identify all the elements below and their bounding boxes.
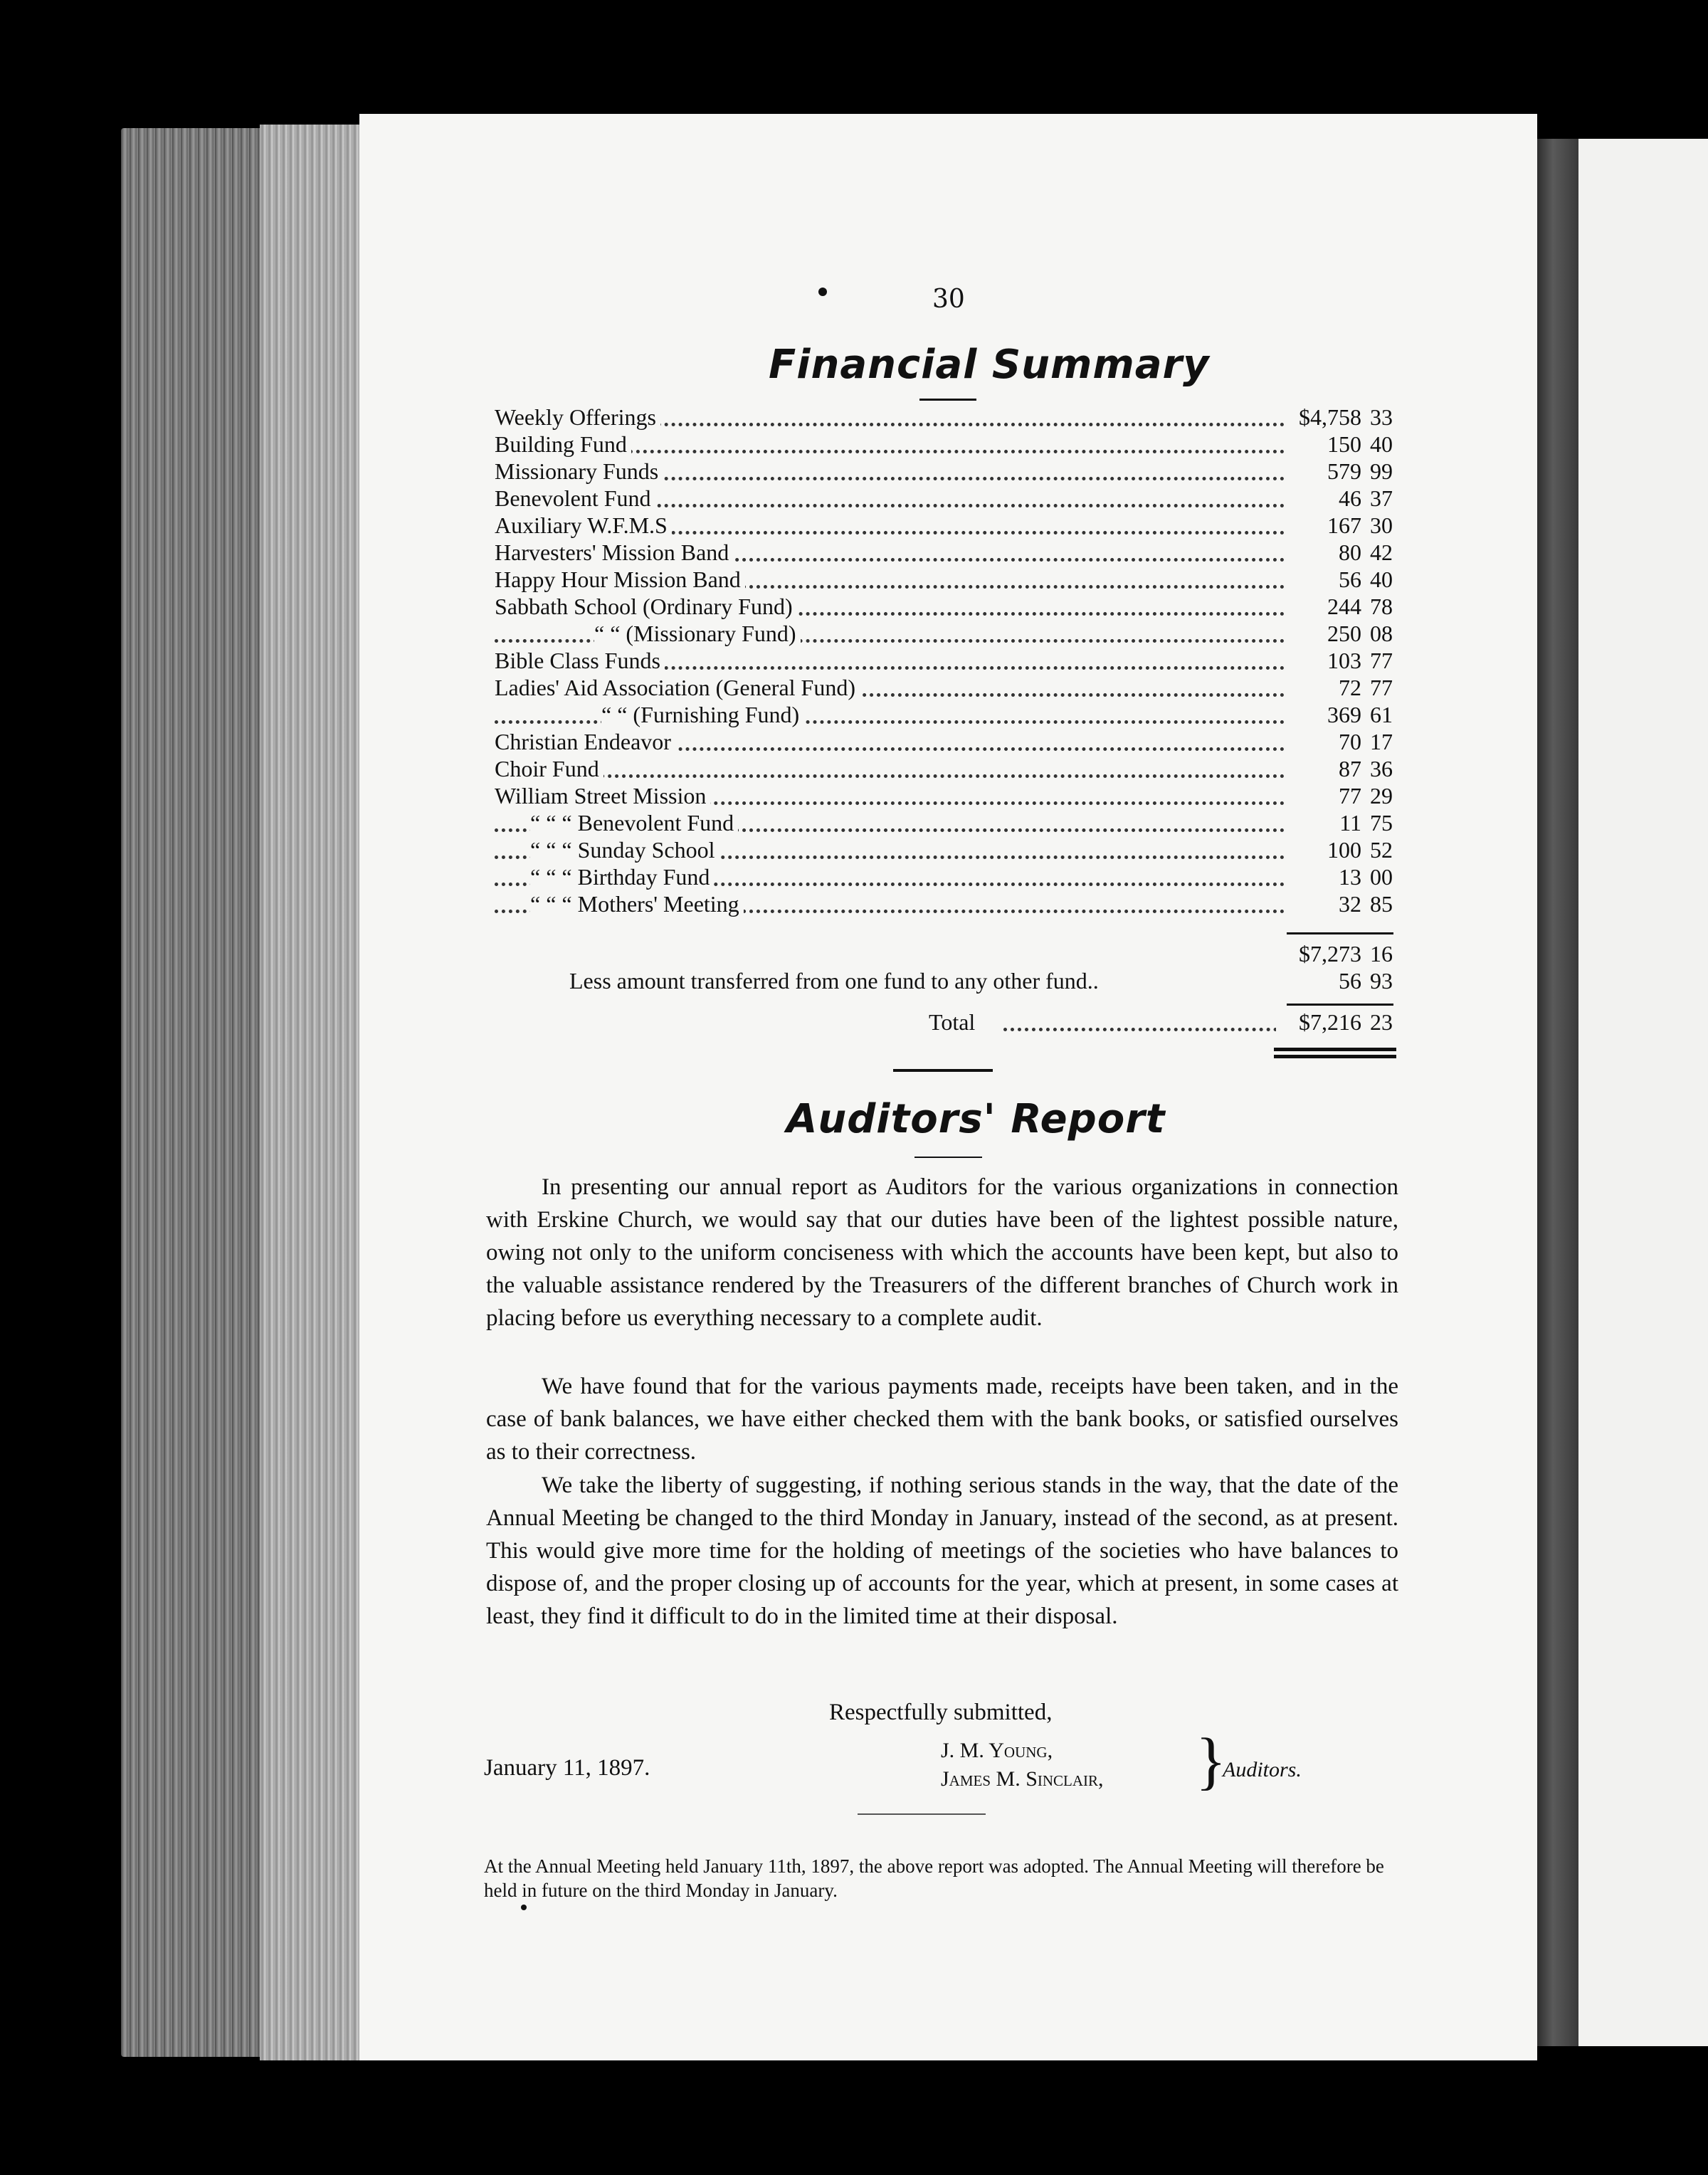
total-dollars: $7,216 <box>1276 1009 1361 1036</box>
summary-row-cents: 30 <box>1370 512 1393 538</box>
summary-row-label: Ladies' Aid Association (General Fund) <box>495 675 860 701</box>
book-page-edges-inner <box>260 125 363 2060</box>
leader-dots <box>495 774 1285 778</box>
summary-row-cents: 85 <box>1370 891 1393 917</box>
summary-row <box>495 783 1413 810</box>
facing-page-strip <box>1578 139 1708 2046</box>
ink-dot-bottom <box>521 1905 527 1910</box>
less-label: Less amount transferred from one fund to any other fund.. <box>569 968 1103 994</box>
less-rule <box>1287 1004 1393 1006</box>
summary-row <box>495 756 1413 783</box>
summary-row-label: “ “ “ Sunday School <box>530 837 719 863</box>
summary-row-dollars: 11 <box>1339 810 1361 836</box>
summary-row-cents: 29 <box>1370 783 1393 809</box>
summary-row-cents: 61 <box>1370 702 1393 727</box>
summary-row-label: Bible Class Funds <box>495 648 665 674</box>
summary-row-cents: 33 <box>1370 404 1393 430</box>
auditors-paragraph-1: In presenting our annual report as Auditors for the various organizations in connection with Erskine Church, we would say that our duties have been of the lightest possible nature, owing not only to the uniform conciseness with which the accounts have been kept, but also to the valuable assistance rendered by the Treasurers of the different branches of Church work in placing before us everything necessary to a complete audit. <box>486 1174 1398 1331</box>
summary-row-cents: 17 <box>1370 729 1393 754</box>
page-number: 30 <box>932 285 965 314</box>
summary-row-label: “ “ (Furnishing Fund) <box>601 702 803 728</box>
summary-row <box>495 891 1413 918</box>
book-gutter-right <box>1536 139 1578 2046</box>
summary-row-dollars: 32 <box>1339 891 1361 917</box>
summary-row-cents: 52 <box>1370 837 1393 863</box>
summary-row <box>495 729 1413 756</box>
section-divider <box>893 1069 993 1072</box>
total-row <box>495 1009 1413 1036</box>
title-underline <box>919 399 976 401</box>
summary-row-label: Sabbath School (Ordinary Fund) <box>495 594 797 620</box>
summary-row-label: “ “ “ Mothers' Meeting <box>530 891 744 917</box>
subtotal-dollars: $7,273 <box>1299 941 1361 967</box>
summary-row-dollars: 167 <box>1327 512 1361 538</box>
summary-row-label: William Street Mission <box>495 783 710 809</box>
summary-row-dollars: 56 <box>1339 567 1361 592</box>
summary-row-label: Building Fund <box>495 431 631 458</box>
summary-row <box>495 431 1413 458</box>
auditors-report-title: Auditors' Report <box>786 1096 1166 1142</box>
summary-row-dollars: 369 <box>1327 702 1361 727</box>
summary-row <box>495 702 1413 729</box>
summary-row <box>495 648 1413 675</box>
summary-row <box>495 512 1413 539</box>
less-row <box>495 968 1413 995</box>
signers-block <box>941 1737 1104 1794</box>
summary-row-dollars: 80 <box>1339 539 1361 565</box>
summary-row-dollars: 244 <box>1327 594 1361 619</box>
signers-role: Auditors. <box>1223 1758 1302 1781</box>
summary-row <box>495 621 1413 648</box>
summary-row-dollars: 103 <box>1327 648 1361 673</box>
subtotal-rule <box>1287 932 1393 934</box>
summary-row-cents: 78 <box>1370 594 1393 619</box>
summary-row-label: “ “ (Missionary Fund) <box>594 621 801 647</box>
summary-row-cents: 75 <box>1370 810 1393 836</box>
summary-row-cents: 00 <box>1370 864 1393 890</box>
summary-row-dollars: $4,758 <box>1299 404 1361 430</box>
summary-row-label: Happy Hour Mission Band <box>495 567 745 593</box>
summary-row-cents: 40 <box>1370 431 1393 457</box>
summary-row-dollars: 77 <box>1339 783 1361 809</box>
subtotal-cents: 16 <box>1370 941 1393 967</box>
total-double-rule-bottom <box>1274 1055 1396 1058</box>
summary-row-label: Harvesters' Mission Band <box>495 539 733 566</box>
summary-row-label: Benevolent Fund <box>495 485 655 512</box>
financial-summary-title: Financial Summary <box>769 342 1210 388</box>
summary-row <box>495 567 1413 594</box>
summary-row-label: Christian Endeavor <box>495 729 675 755</box>
summary-row-label: Missionary Funds <box>495 458 663 485</box>
total-label: Total <box>929 1009 979 1036</box>
summary-row-dollars: 87 <box>1339 756 1361 781</box>
summary-row-cents: 77 <box>1370 675 1393 700</box>
summary-row <box>495 810 1413 837</box>
summary-row-dollars: 72 <box>1339 675 1361 700</box>
summary-row-dollars: 579 <box>1327 458 1361 484</box>
summary-row-label: Auxiliary W.F.M.S <box>495 512 672 539</box>
total-double-rule-top <box>1274 1048 1396 1051</box>
summary-row-cents: 77 <box>1370 648 1393 673</box>
summary-row-cents: 42 <box>1370 539 1393 565</box>
summary-row-dollars: 250 <box>1327 621 1361 646</box>
auditors-title-underline <box>914 1157 982 1158</box>
summary-row <box>495 404 1413 431</box>
summary-row-cents: 08 <box>1370 621 1393 646</box>
ink-dot <box>818 288 827 296</box>
summary-row <box>495 837 1413 864</box>
summary-row-label: “ “ “ Benevolent Fund <box>530 810 738 836</box>
signer-1: J. M. Young, <box>941 1739 1053 1762</box>
summary-row-label: “ “ “ Birthday Fund <box>530 864 714 890</box>
summary-row-dollars: 13 <box>1339 864 1361 890</box>
subtotal-row <box>495 941 1413 968</box>
summary-row-cents: 40 <box>1370 567 1393 592</box>
summary-row-dollars: 70 <box>1339 729 1361 754</box>
summary-row <box>495 594 1413 621</box>
report-date: January 11, 1897. <box>484 1755 650 1781</box>
less-cents: 93 <box>1370 968 1393 994</box>
summary-row-label: Weekly Offerings <box>495 404 660 431</box>
summary-row-dollars: 46 <box>1339 485 1361 511</box>
footnote-divider <box>858 1813 986 1815</box>
brace-symbol: } <box>1196 1726 1227 1796</box>
summary-row <box>495 675 1413 702</box>
summary-row-dollars: 150 <box>1327 431 1361 457</box>
footnote: At the Annual Meeting held January 11th, 1897, the above report was adopted. The Annual Meeting will therefore be held in future on the third Monday in January. <box>484 1855 1384 1901</box>
summary-row <box>495 485 1413 512</box>
auditors-paragraph-2: We have found that for the various payments made, receipts have been taken, and in the case of bank balances, we have either checked them with the bank books, or satisfied ourselves as to their correctness. <box>486 1374 1398 1465</box>
summary-row-dollars: 100 <box>1327 837 1361 863</box>
summary-row <box>495 539 1413 567</box>
summary-row-cents: 99 <box>1370 458 1393 484</box>
total-cents: 23 <box>1370 1009 1393 1035</box>
auditors-paragraph-3: We take the liberty of suggesting, if nothing serious stands in the way, that the date of the Annual Meeting be changed to the third Monday in January, instead of the second, as at present. This would give more time for the holding of meetings of the societies who have balances to dispose of, and the proper closing up of accounts for the year, which at present, in some cases at least, they find it difficult to do in the limited time at their disposal. <box>486 1473 1398 1629</box>
less-dollars: 56 <box>1339 968 1361 994</box>
summary-row <box>495 864 1413 891</box>
closing-text: Respectfully submitted, <box>829 1700 1053 1725</box>
summary-row-label: Choir Fund <box>495 756 603 782</box>
summary-row-cents: 36 <box>1370 756 1393 781</box>
summary-row <box>495 458 1413 485</box>
summary-row-cents: 37 <box>1370 485 1393 511</box>
signer-2: James M. Sinclair, <box>941 1767 1104 1791</box>
